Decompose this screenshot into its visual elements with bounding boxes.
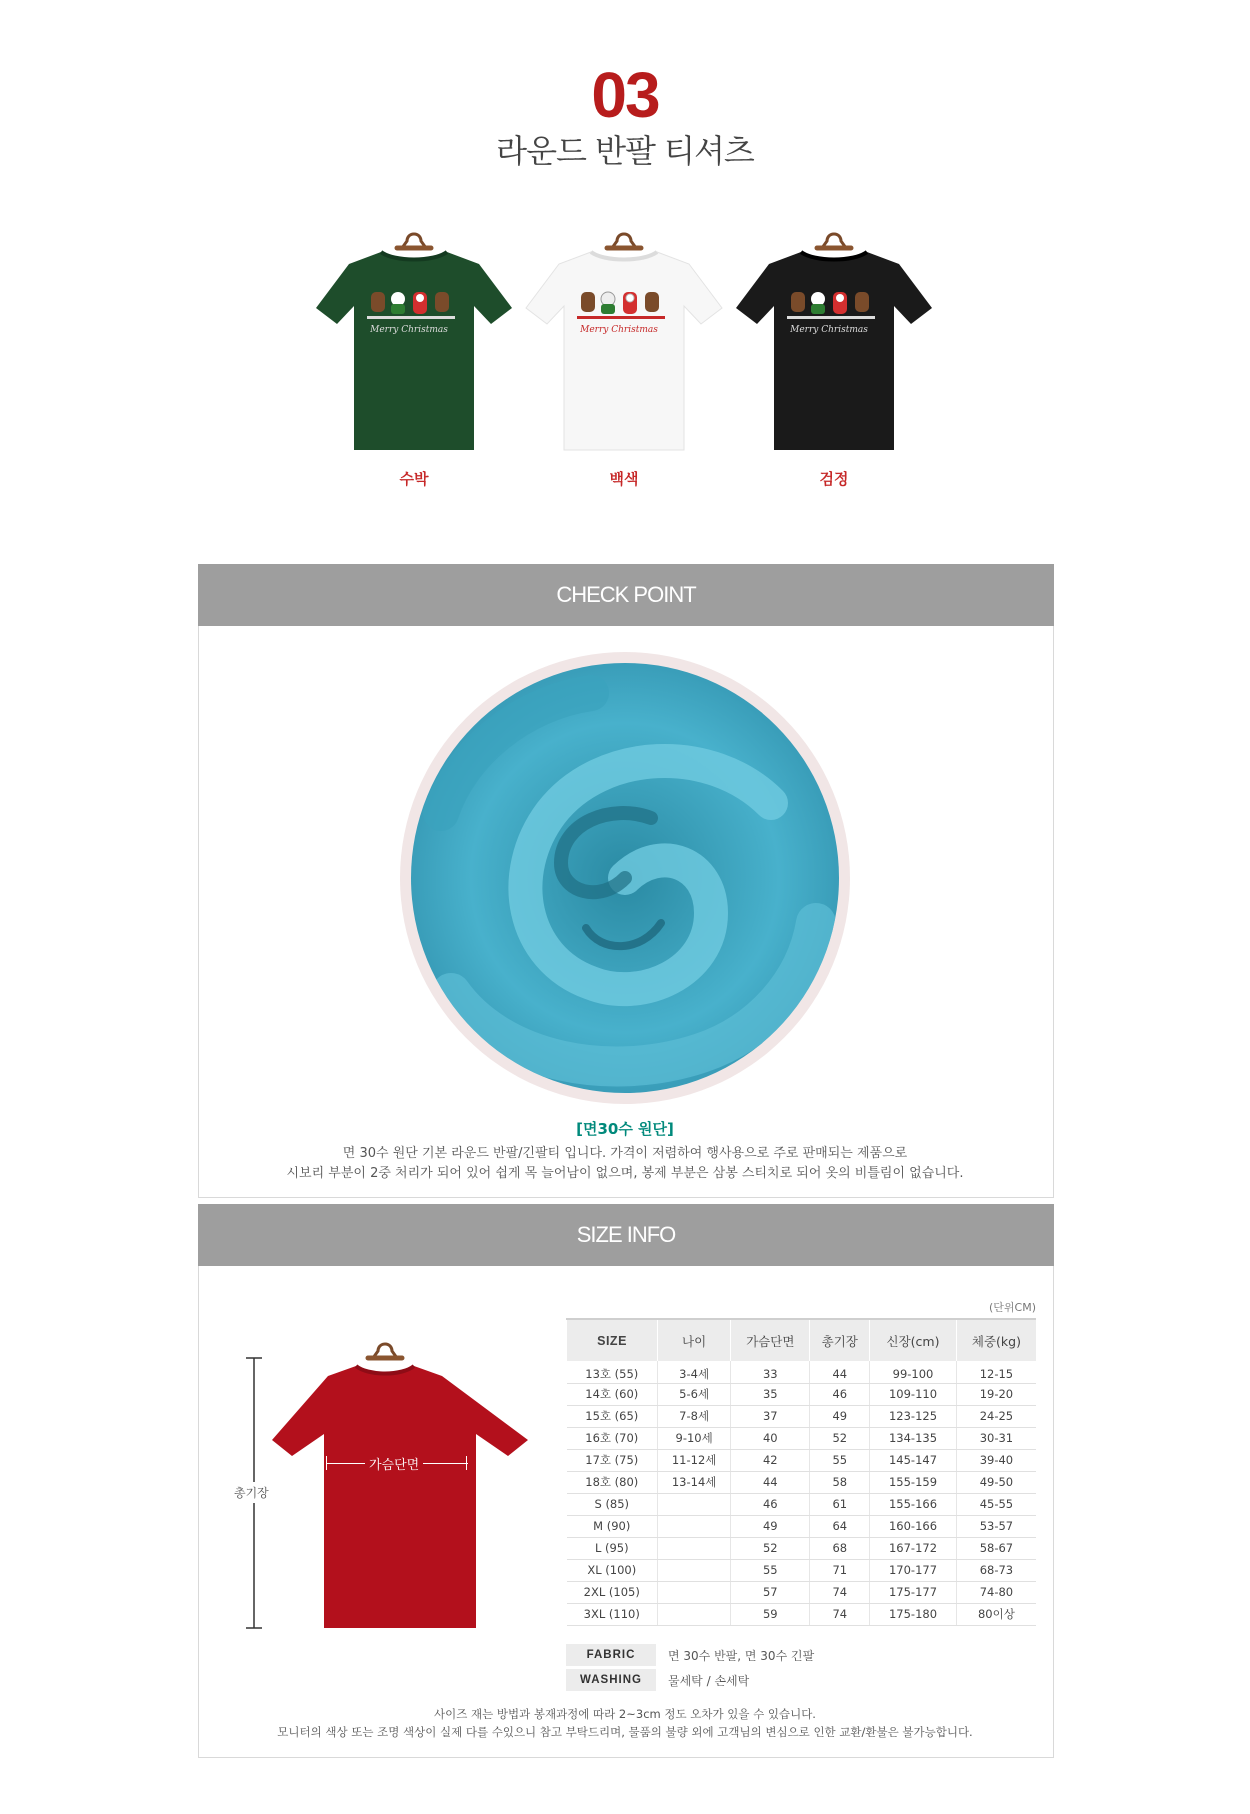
size-table-cell: 134-135 xyxy=(870,1427,957,1449)
length-label: 총기장 xyxy=(234,1482,269,1503)
fabric-title: [면30수 원단] xyxy=(576,1120,674,1138)
size-table-row xyxy=(567,1405,1037,1427)
size-table-row xyxy=(567,1427,1037,1449)
tshirt-print-text: Merry Christmas xyxy=(580,325,658,335)
size-table-cell: 42 xyxy=(731,1449,810,1471)
size-table-cell: 74-80 xyxy=(956,1581,1036,1603)
size-table-cell: 13-14세 xyxy=(658,1471,731,1493)
tshirt-black-image xyxy=(729,228,939,458)
size-table-cell xyxy=(658,1559,731,1581)
size-table-row xyxy=(567,1449,1037,1471)
size-table-cell: 49 xyxy=(810,1405,870,1427)
size-table-cell: 71 xyxy=(810,1559,870,1581)
size-table-cell: 52 xyxy=(731,1537,810,1559)
size-diagram xyxy=(230,1336,540,1636)
size-note-1: 사이즈 재는 방법과 봉재과정에 따라 2~3cm 정도 오차가 있을 수 있습니다. xyxy=(434,1707,816,1721)
size-table-cell: 155-159 xyxy=(870,1471,957,1493)
size-table-row xyxy=(567,1361,1037,1383)
size-table-cell: 175-177 xyxy=(870,1581,957,1603)
size-table-cell: 16호 (70) xyxy=(567,1427,658,1449)
fabric-row xyxy=(566,1644,814,1666)
unit-label: (단위CM) xyxy=(988,1301,1036,1314)
size-table-cell: S (85) xyxy=(567,1493,658,1515)
size-column-header: SIZE xyxy=(567,1319,658,1361)
size-table-row xyxy=(567,1471,1037,1493)
size-table-cell: 37 xyxy=(731,1405,810,1427)
size-table-cell: 12-15 xyxy=(956,1361,1036,1383)
size-table-cell: 80이상 xyxy=(956,1603,1036,1625)
size-table-cell: 58-67 xyxy=(956,1537,1036,1559)
size-table-cell: 123-125 xyxy=(870,1405,957,1427)
size-table-cell: 64 xyxy=(810,1515,870,1537)
size-table-cell: 18호 (80) xyxy=(567,1471,658,1493)
size-table-cell xyxy=(658,1515,731,1537)
size-table-row xyxy=(567,1383,1037,1405)
size-table-cell: XL (100) xyxy=(567,1559,658,1581)
size-table-cell: 160-166 xyxy=(870,1515,957,1537)
washing-row xyxy=(566,1669,749,1691)
chest-measure-tick-right xyxy=(466,1456,467,1470)
size-table-cell: 35 xyxy=(731,1383,810,1405)
size-table-cell: 33 xyxy=(731,1361,810,1383)
size-table-cell: 46 xyxy=(731,1493,810,1515)
size-table-cell: 46 xyxy=(810,1383,870,1405)
check-point-heading: CHECK POINT xyxy=(198,564,1054,626)
size-table-row xyxy=(567,1559,1037,1581)
size-table-cell: 44 xyxy=(731,1471,810,1493)
size-table-cell: 68 xyxy=(810,1537,870,1559)
size-column-header: 신장(cm) xyxy=(870,1319,957,1361)
size-table-cell: 175-180 xyxy=(870,1603,957,1625)
size-table-cell: 155-166 xyxy=(870,1493,957,1515)
size-table-cell xyxy=(658,1537,731,1559)
size-table-row xyxy=(567,1537,1037,1559)
size-table-row xyxy=(567,1603,1037,1625)
size-table-cell: 13호 (55) xyxy=(567,1361,658,1383)
tshirt-white-image xyxy=(519,228,729,458)
size-table-cell: 74 xyxy=(810,1581,870,1603)
size-table-cell: 15호 (65) xyxy=(567,1405,658,1427)
size-table-row xyxy=(567,1493,1037,1515)
size-table-cell: 44 xyxy=(810,1361,870,1383)
size-table-cell: 167-172 xyxy=(870,1537,957,1559)
size-table-cell: 74 xyxy=(810,1603,870,1625)
size-table-cell: 40 xyxy=(731,1427,810,1449)
tshirt-green-image xyxy=(309,228,519,458)
size-table-row xyxy=(567,1581,1037,1603)
size-column-header: 가슴단면 xyxy=(731,1319,810,1361)
section-number: 03 xyxy=(591,59,659,131)
size-table-cell: 24-25 xyxy=(956,1405,1036,1427)
size-table-cell: 3-4세 xyxy=(658,1361,731,1383)
chest-label: 가슴단면 xyxy=(365,1454,423,1473)
size-table-cell: 52 xyxy=(810,1427,870,1449)
size-table-cell xyxy=(658,1603,731,1625)
size-table-cell: 45-55 xyxy=(956,1493,1036,1515)
size-table xyxy=(566,1318,1036,1626)
size-table-cell: 7-8세 xyxy=(658,1405,731,1427)
size-table-cell: 61 xyxy=(810,1493,870,1515)
size-table-row xyxy=(567,1515,1037,1537)
tshirt-print-text: Merry Christmas xyxy=(370,325,448,335)
size-table-cell: 39-40 xyxy=(956,1449,1036,1471)
size-table-cell: 59 xyxy=(731,1603,810,1625)
size-table-cell: 30-31 xyxy=(956,1427,1036,1449)
color-label-white: 백색 xyxy=(609,470,639,488)
size-table-cell: L (95) xyxy=(567,1537,658,1559)
size-table-cell: 58 xyxy=(810,1471,870,1493)
fabric-key: FABRIC xyxy=(566,1644,656,1666)
size-table-cell xyxy=(658,1493,731,1515)
size-table-cell: 55 xyxy=(731,1559,810,1581)
size-table-cell: 11-12세 xyxy=(658,1449,731,1471)
size-note-2: 모니터의 색상 또는 조명 색상이 실제 다를 수있으니 참고 부탁드리며, 물품의 불량 외에 고객님의 변심으로 인한 교환/환불은 불가능합니다. xyxy=(277,1725,973,1739)
chest-measure-tick-left xyxy=(326,1456,327,1470)
size-table-cell: 68-73 xyxy=(956,1559,1036,1581)
size-table-cell: 170-177 xyxy=(870,1559,957,1581)
fabric-swirl-image xyxy=(411,663,839,1093)
size-table-cell: 5-6세 xyxy=(658,1383,731,1405)
size-table-header xyxy=(567,1319,1037,1361)
color-label-green: 수박 xyxy=(399,470,429,488)
size-column-header: 총기장 xyxy=(810,1319,870,1361)
size-table-cell: 2XL (105) xyxy=(567,1581,658,1603)
size-table-cell: 53-57 xyxy=(956,1515,1036,1537)
size-table-cell xyxy=(658,1581,731,1603)
fabric-description-line-1: 면 30수 원단 기본 라운드 반팔/긴팔티 입니다. 가격이 저렴하여 행사용으로 주로 판매되는 제품으로 xyxy=(342,1146,908,1161)
washing-value: 물세탁 / 손세탁 xyxy=(668,1673,750,1688)
size-table-cell: M (90) xyxy=(567,1515,658,1537)
size-table-cell: 109-110 xyxy=(870,1383,957,1405)
size-table-cell: 9-10세 xyxy=(658,1427,731,1449)
size-table-cell: 57 xyxy=(731,1581,810,1603)
washing-key: WASHING xyxy=(566,1669,656,1691)
size-table-cell: 49-50 xyxy=(956,1471,1036,1493)
size-table-cell: 3XL (110) xyxy=(567,1603,658,1625)
size-table-cell: 55 xyxy=(810,1449,870,1471)
size-column-header: 체중(kg) xyxy=(956,1319,1036,1361)
size-table-cell: 49 xyxy=(731,1515,810,1537)
size-table-cell: 17호 (75) xyxy=(567,1449,658,1471)
size-info-heading: SIZE INFO xyxy=(198,1204,1054,1266)
size-column-header: 나이 xyxy=(658,1319,731,1361)
fabric-photo-frame xyxy=(400,652,850,1104)
size-table-cell: 99-100 xyxy=(870,1361,957,1383)
size-table-cell: 14호 (60) xyxy=(567,1383,658,1405)
fabric-value: 면 30수 반팔, 면 30수 긴팔 xyxy=(668,1648,815,1663)
fabric-description-line-2: 시보리 부분이 2중 처리가 되어 있어 쉽게 목 늘어남이 없으며, 봉제 부분은 삼봉 스티치로 되어 옷의 비틀림이 없습니다. xyxy=(286,1166,964,1181)
size-table-cell: 19-20 xyxy=(956,1383,1036,1405)
color-label-black: 검정 xyxy=(819,470,849,488)
tshirt-print-text: Merry Christmas xyxy=(790,325,868,335)
product-title: 라운드 반팔 티셔츠 xyxy=(496,132,754,170)
size-table-cell: 145-147 xyxy=(870,1449,957,1471)
